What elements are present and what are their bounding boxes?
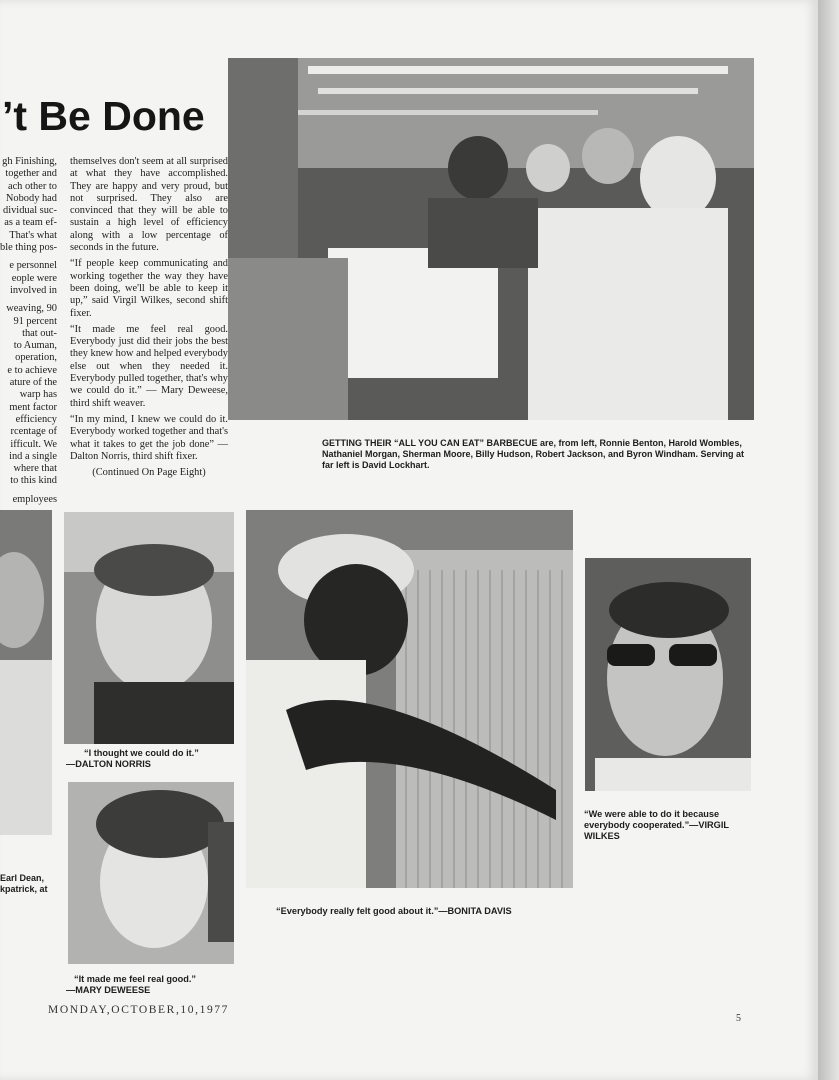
- deweese-quote: [66, 974, 236, 996]
- fragment-line: kpatrick, at: [0, 884, 48, 894]
- cut-text-line: ach other to: [7, 180, 57, 192]
- davis-quote: “Everybody really felt good about it.”—BONITA DAVIS: [276, 906, 512, 916]
- cut-text-line: gh Finishing,: [2, 156, 57, 167]
- cut-text-line: warp has: [19, 389, 57, 401]
- wilkes-quote: “We were able to do it because everybody cooperated.”—VIRGIL WILKES: [584, 809, 729, 841]
- continued-note: (Continued On Page Eight): [92, 467, 206, 479]
- cut-text-line: to Auman,: [13, 340, 57, 352]
- left-cut-column: [0, 156, 57, 506]
- cut-text-line: to this kind: [10, 475, 57, 487]
- page-number: 5: [736, 1013, 741, 1024]
- cut-text-line: together and: [5, 168, 57, 180]
- fragment-line: Earl Dean,: [0, 873, 45, 883]
- cut-text-line: ble thing pos-: [0, 242, 57, 254]
- quote-name: —MARY DEWEESE: [66, 985, 151, 995]
- cut-text-line: dividual suc-: [3, 205, 57, 217]
- cut-text-line: 91 percent: [13, 315, 57, 327]
- barbecue-photo: [228, 58, 754, 420]
- cut-text-line: that out-: [22, 327, 57, 339]
- cut-text-line: operation,: [15, 352, 57, 364]
- virgil-wilkes-photo: [585, 558, 751, 791]
- cut-text-line: ature of the: [9, 377, 57, 389]
- article-paragraph: “If people keep communicating and working together the way they have been doing, we'll be able to keep it up,” said Virgil Wilkes, second shift fixer.: [70, 258, 228, 319]
- article-paragraph: “It made me feel real good. Everybody just did their jobs the best they knew how and helped everybody else out when they needed it. Everybody pulled together, that's why we could do it.” — Mary Deweese, third shift weaver.: [70, 323, 228, 409]
- cropped-photo: [0, 510, 52, 835]
- dateline: MONDAY,OCTOBER,10,1977: [48, 1004, 229, 1016]
- cut-text-line: ifficult. We: [10, 438, 57, 450]
- cut-text-line: ment factor: [9, 401, 57, 413]
- cut-text-line: eople were: [11, 272, 57, 284]
- cut-text-line: ind a single: [9, 450, 57, 462]
- cut-text-line: e personnel: [9, 260, 57, 272]
- quote-text: “I thought we could do it.”: [84, 748, 199, 758]
- article-column: [70, 156, 228, 479]
- cut-text-line: rcentage of: [10, 426, 57, 438]
- article-paragraph: “In my mind, I knew we could do it. Everybody worked together and that's what it takes to get the job done” — Dalton Norris, third shift fixer.: [70, 413, 228, 462]
- bonita-davis-photo: [246, 510, 573, 888]
- cut-text-line: That's what: [9, 229, 57, 241]
- cut-text-line: efficiency: [15, 413, 57, 425]
- quote-name: —DALTON NORRIS: [66, 759, 151, 769]
- cut-caption-fragment: [0, 873, 54, 895]
- cut-text-line: where that: [13, 463, 57, 475]
- norris-quote: [66, 748, 239, 770]
- cut-text-line: Nobody had: [5, 192, 57, 204]
- cut-text-line: as a team ef-: [4, 217, 57, 229]
- quote-text: “It made me feel real good.”: [74, 974, 197, 984]
- dalton-norris-photo: [64, 512, 234, 744]
- cut-text-line: e to achieve: [7, 364, 57, 376]
- mary-deweese-photo: [68, 782, 234, 964]
- cut-text-line: involved in: [9, 284, 57, 296]
- article-paragraph: themselves don't seem at all surprised at what they have accomplished. They are happy and very proud, but not surprised. They also are convinced that they will be able to sustain a high level of efficiency along with a low percentage of seconds in the future.: [70, 156, 228, 254]
- cut-text-line: weaving, 90: [6, 303, 57, 315]
- barbecue-caption: GETTING THEIR “ALL YOU CAN EAT” BARBECUE are, from left, Ronnie Benton, Harold Wombles, Nathaniel Morgan, Sherman Moore, Billy Hudson, Robert Jackson, and Byron Windham. Serving at far left is David Lockhart.: [322, 438, 744, 470]
- cut-text-line: employees: [12, 493, 57, 505]
- headline: ’t Be Done: [2, 93, 205, 139]
- page-edge: [818, 0, 839, 1080]
